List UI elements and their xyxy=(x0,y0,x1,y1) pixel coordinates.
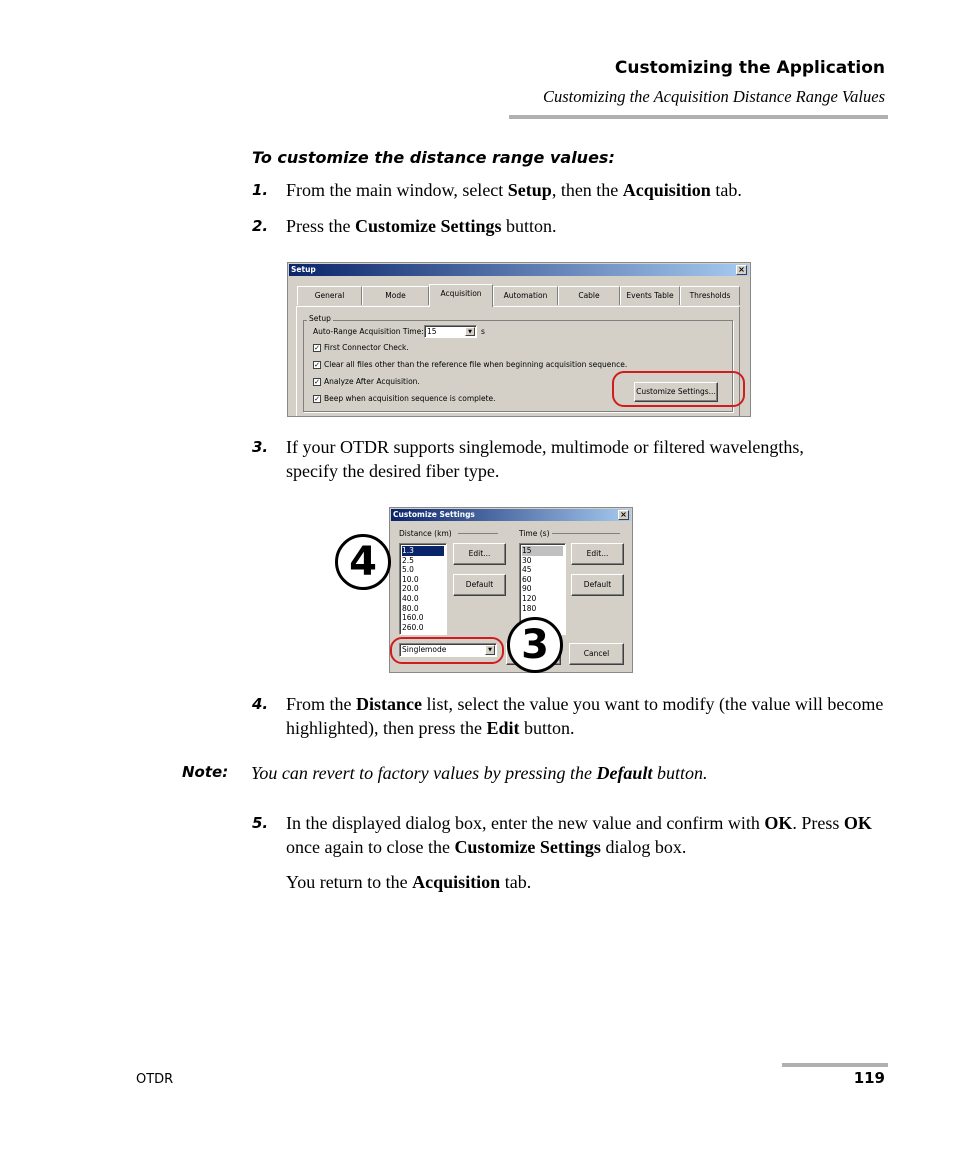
callout-4: 4 xyxy=(335,534,391,590)
auto-range-label: Auto-Range Acquisition Time: xyxy=(313,327,424,336)
tab-acquisition[interactable]: Acquisition xyxy=(429,284,493,307)
footer-product: OTDR xyxy=(136,1072,174,1087)
tab-cable[interactable]: Cable xyxy=(558,286,620,305)
running-header-subtitle: Customizing the Acquisition Distance Range Values xyxy=(542,87,885,106)
step-number: 4. xyxy=(252,695,269,713)
step-text: Press the Customize Settings button. xyxy=(286,216,557,236)
time-label: Time (s) xyxy=(519,529,550,538)
page-number: 119 xyxy=(853,1069,885,1087)
list-item[interactable]: 260.0 xyxy=(402,622,424,632)
list-item[interactable]: 160.0 xyxy=(402,613,424,623)
setup-group-label: Setup xyxy=(309,314,331,323)
step-text: From the main window, select Setup, then the Acquisition tab. xyxy=(286,180,742,200)
procedure-title: To customize the distance range values: xyxy=(252,148,615,167)
setup-dialog-titlebar: Setup × xyxy=(289,264,749,276)
checkbox-beep[interactable]: ✓ Beep when acquisition sequence is complete. xyxy=(314,394,496,403)
list-item[interactable]: 90 xyxy=(522,584,532,594)
list-item[interactable]: 20.0 xyxy=(402,584,419,594)
customize-settings-button[interactable]: Customize Settings... xyxy=(634,382,718,402)
highlight-ring xyxy=(390,637,504,664)
checkbox-clear-files[interactable]: ✓ Clear all files other than the reference file when beginning acquisition sequence. xyxy=(314,360,628,369)
step-number: 5. xyxy=(252,814,269,832)
list-item[interactable]: 10.0 xyxy=(402,574,419,584)
checkmark-icon: ✓ xyxy=(314,395,320,403)
tab-events-table[interactable]: Events Table xyxy=(620,286,680,305)
list-item[interactable]: 180 xyxy=(522,603,537,613)
list-item[interactable]: 30 xyxy=(522,555,532,565)
tab-general[interactable]: General xyxy=(297,286,362,305)
close-icon[interactable]: × xyxy=(618,510,629,520)
setup-dialog xyxy=(287,262,751,417)
distance-default-button[interactable]: Default xyxy=(453,574,506,596)
step-number: 1. xyxy=(252,181,269,199)
distance-label: Distance (km) xyxy=(399,529,452,538)
highlight-ring xyxy=(612,371,745,407)
checkmark-icon: ✓ xyxy=(314,344,320,352)
list-item[interactable]: 60 xyxy=(522,574,532,584)
fiber-type-select[interactable]: Singlemode ▼ xyxy=(399,643,497,657)
list-item[interactable]: 2.5 xyxy=(402,555,414,565)
checkbox-first-connector[interactable]: ✓ First Connector Check. xyxy=(314,343,409,352)
list-item[interactable]: 80.0 xyxy=(402,603,419,613)
time-edit-button[interactable]: Edit... xyxy=(571,543,624,565)
checkmark-icon: ✓ xyxy=(314,361,320,369)
cancel-button[interactable]: Cancel xyxy=(569,643,624,665)
footer-rule xyxy=(782,1063,888,1067)
list-item[interactable]: 45 xyxy=(522,565,532,575)
note-text: You can revert to factory values by pressing the Default button. xyxy=(251,763,708,783)
note-label: Note: xyxy=(182,763,229,781)
close-icon[interactable]: × xyxy=(736,265,747,275)
customize-dialog-titlebar: Customize Settings × xyxy=(391,509,631,521)
distance-list[interactable] xyxy=(399,543,447,635)
result-paragraph: You return to the Acquisition tab. xyxy=(286,872,532,892)
separator xyxy=(552,533,620,534)
list-item[interactable]: 1.3 xyxy=(402,546,444,556)
header-rule xyxy=(509,115,888,119)
chevron-down-icon[interactable]: ▼ xyxy=(485,645,495,655)
auto-range-unit: s xyxy=(481,327,485,336)
callout-3: 3 xyxy=(507,617,563,673)
list-item[interactable]: 40.0 xyxy=(402,593,419,603)
step-text: In the displayed dialog box, enter the new value and confirm with OK. Press OK once again to close the Customize Settings dialog box. xyxy=(286,813,872,857)
tab-automation[interactable]: Automation xyxy=(493,286,558,305)
distance-edit-button[interactable]: Edit... xyxy=(453,543,506,565)
chevron-down-icon[interactable]: ▼ xyxy=(465,327,475,336)
time-default-button[interactable]: Default xyxy=(571,574,624,596)
step-text: From the Distance list, select the value you want to modify (the value will become highlighted), then press the Edit button. xyxy=(286,694,884,738)
list-item[interactable]: 120 xyxy=(522,593,537,603)
step-text: If your OTDR supports singlemode, multimode or filtered wavelengths, specify the desired fiber type. xyxy=(286,437,804,481)
list-item[interactable]: 5.0 xyxy=(402,565,414,575)
auto-range-combo[interactable]: 15 ▼ xyxy=(424,325,477,338)
step-number: 2. xyxy=(252,217,269,235)
tab-mode[interactable]: Mode xyxy=(362,286,429,305)
list-item[interactable]: 15 xyxy=(522,546,563,556)
step-number: 3. xyxy=(252,438,269,456)
tab-thresholds[interactable]: Thresholds xyxy=(680,286,740,305)
checkmark-icon: ✓ xyxy=(314,378,320,386)
running-header-title: Customizing the Application xyxy=(614,58,885,78)
checkbox-analyze-after[interactable]: ✓ Analyze After Acquisition. xyxy=(314,377,420,386)
separator xyxy=(458,533,498,534)
